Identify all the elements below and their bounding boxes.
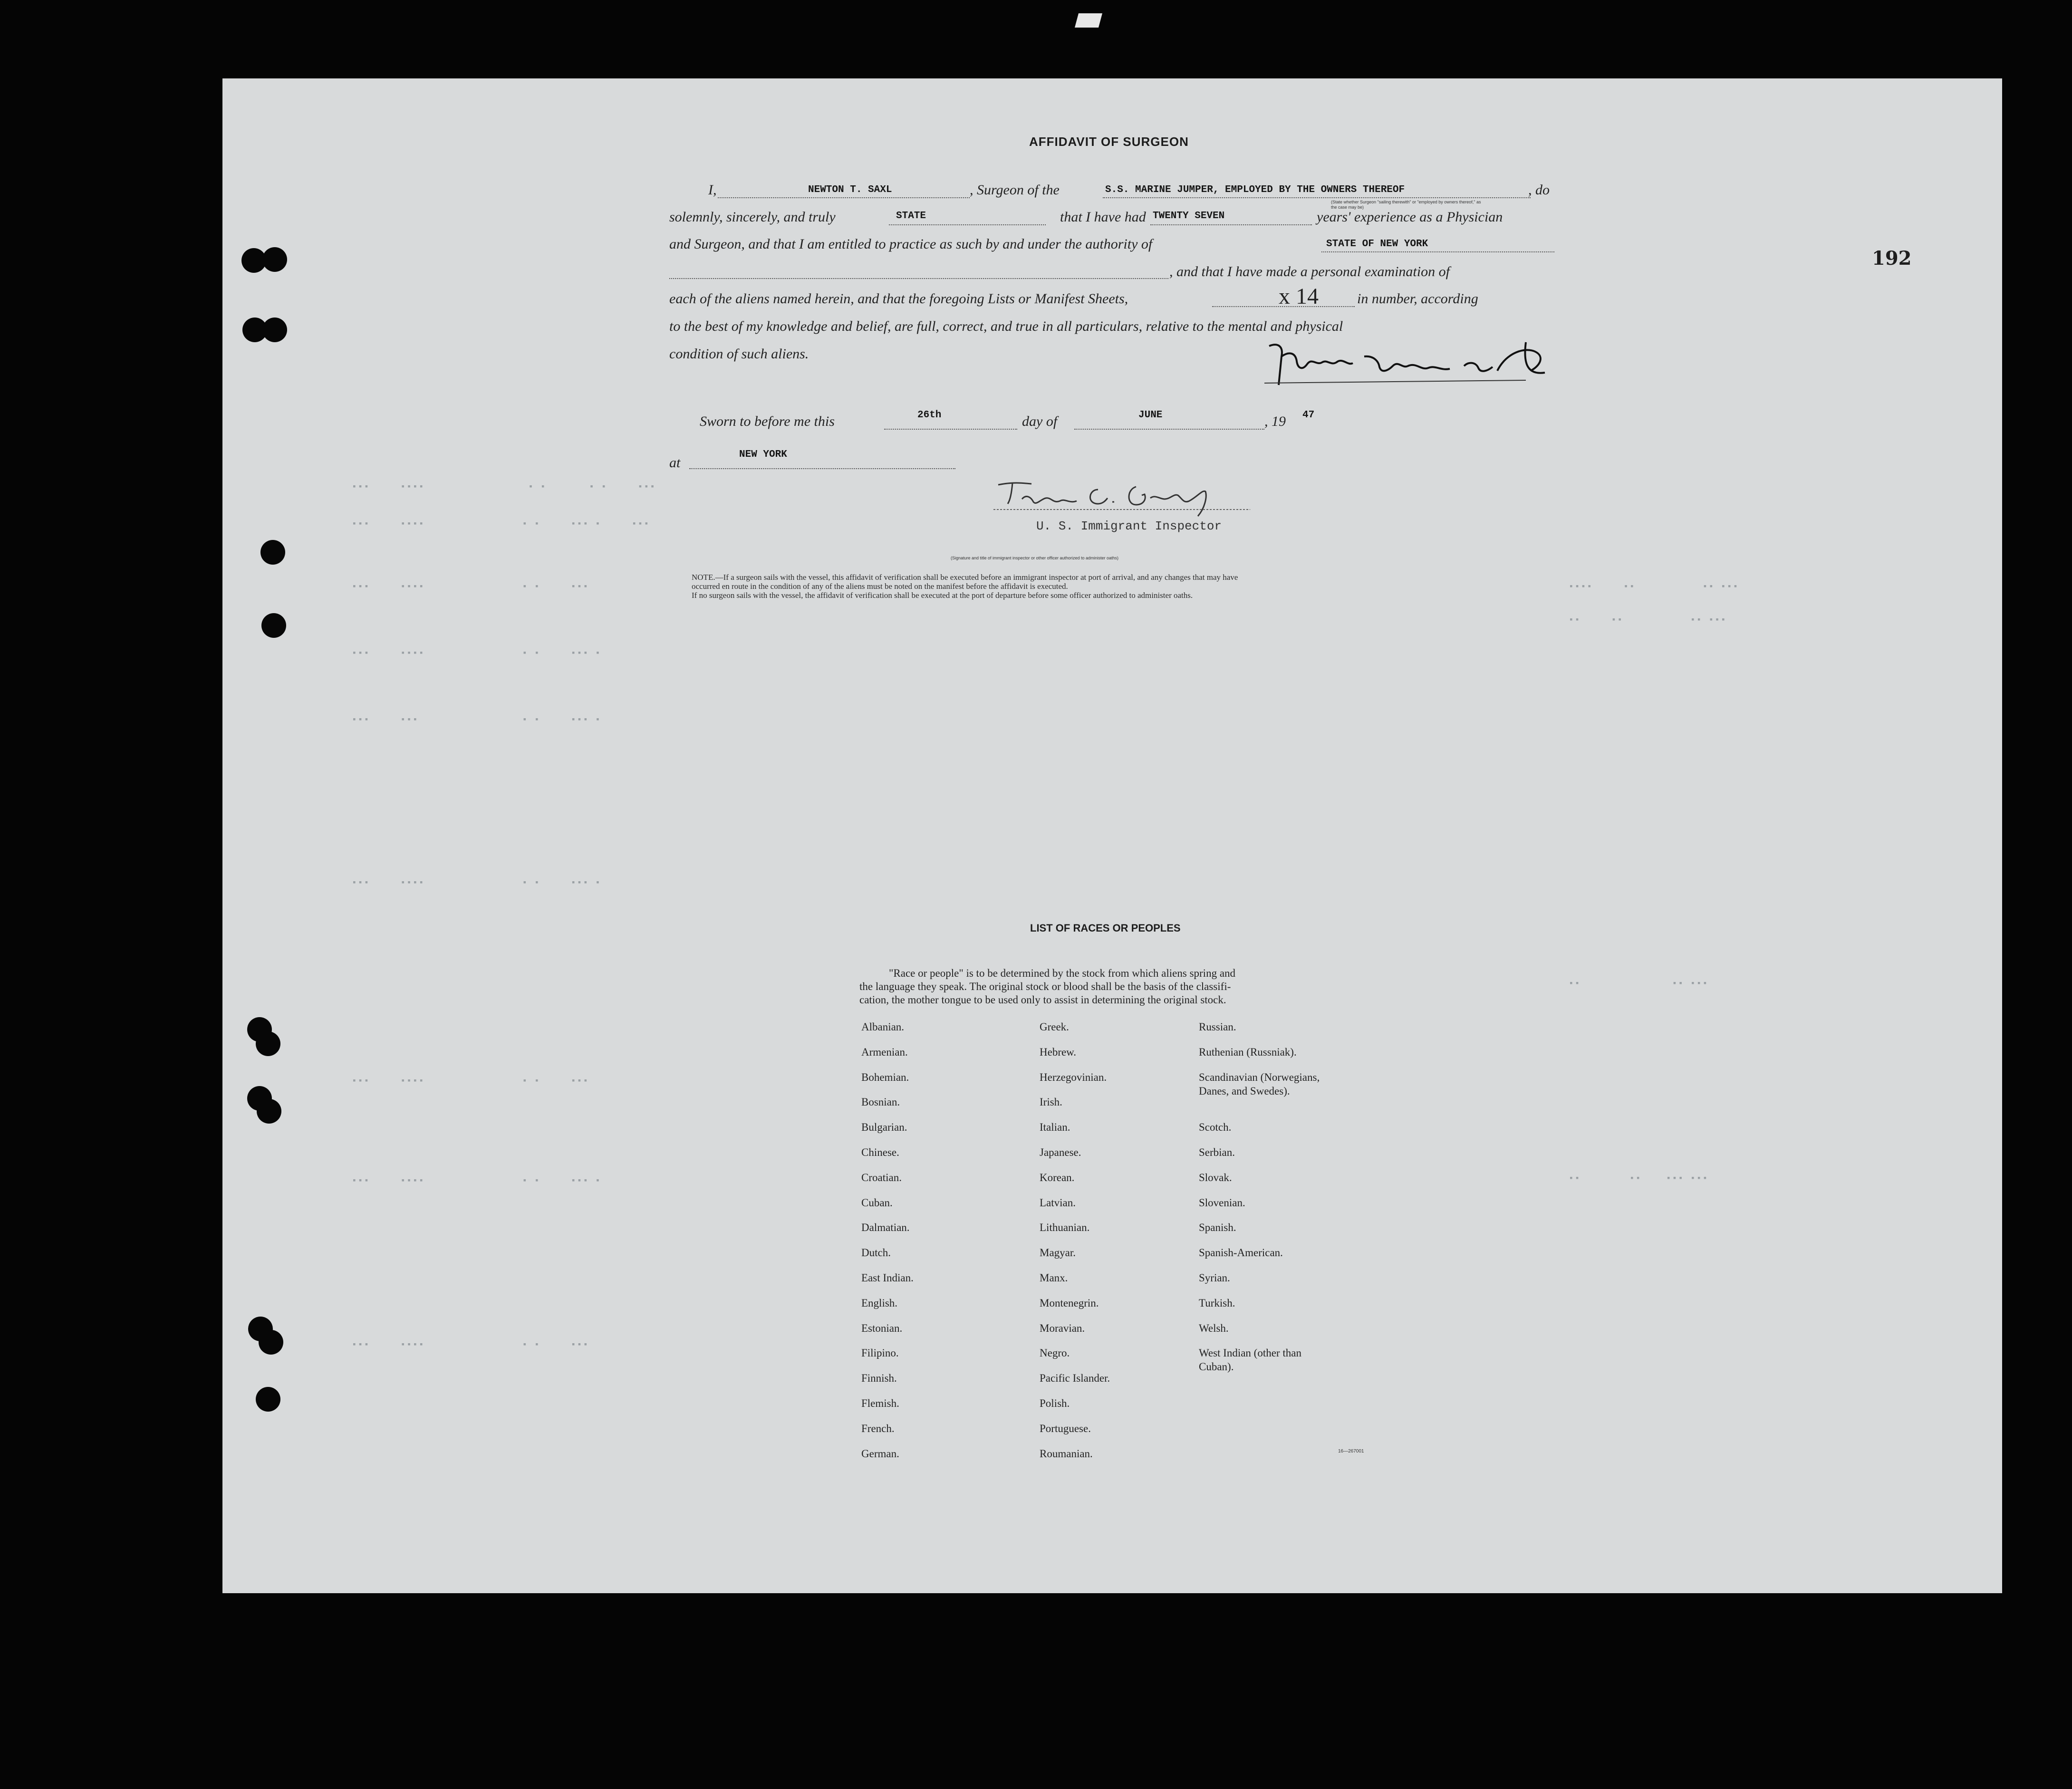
affidavit-text: in number, according [1357,291,1478,307]
race-item: Serbian. [1199,1146,1235,1158]
race-item: Manx. [1040,1272,1068,1284]
punch-hole [257,1099,281,1124]
affidavit-text: and Surgeon, and that I am entitled to practice as such by and under the authority of [669,236,1153,252]
race-item: Negro. [1040,1347,1070,1359]
race-item: Korean. [1040,1171,1075,1183]
year-prefix: , 19 [1264,414,1286,429]
race-item: Portuguese. [1040,1422,1091,1434]
races-intro: the language they speak. The original stock or blood shall be the basis of the classifi- [859,981,1231,992]
surgeon-signature [1260,333,1569,390]
fill-line [1103,197,1531,198]
races-intro: "Race or people" is to be determined by the stock from which aliens spring and [889,967,1236,979]
at-label: at [669,455,681,471]
fill-line [884,429,1017,430]
affidavit-text: condition of such aliens. [669,346,809,362]
race-item: Turkish. [1199,1297,1235,1309]
punch-hole [256,1387,280,1412]
race-item: Scotch. [1199,1121,1232,1134]
affidavit-text: I, [708,182,717,198]
race-item: Magyar. [1040,1247,1076,1259]
race-item: Hebrew. [1040,1046,1077,1058]
page-number: 192 [1872,247,1912,269]
race-item: Dalmatian. [861,1222,910,1234]
affidavit-text: to the best of my knowledge and belief, are full, correct, and true in all particulars, relative to the mental and physical [669,318,1343,334]
race-item: Ruthenian (Russniak). [1199,1046,1297,1058]
sheets-count: x 14 [1279,284,1319,309]
vessel-info: S.S. MARINE JUMPER, EMPLOYED BY THE OWNERS THEREOF [1105,184,1405,195]
punch-hole [260,540,285,565]
race-item: Roumanian. [1040,1447,1093,1460]
race-item: Italian. [1040,1121,1070,1134]
race-item: Syrian. [1199,1272,1230,1284]
inspector-signature [993,471,1260,518]
sworn-place: NEW YORK [739,449,787,460]
race-item: Cuban. [861,1196,893,1209]
fill-line [889,224,1046,225]
note-line: If no surgeon sails with the vessel, the affidavit of verification shall be executed at the port of departure before some officer authorized to administer oaths. [692,591,1193,600]
race-item: Greek. [1040,1021,1069,1033]
sworn-day: 26th [917,410,942,421]
affidavit-text: , and that I have made a personal examination of [1169,264,1450,279]
race-item: Flemish. [861,1397,899,1409]
race-item: Lithuanian. [1040,1222,1090,1234]
affidavit-text: that I have had [1060,209,1146,225]
affidavit-text: each of the aliens named herein, and that the foregoing Lists or Manifest Sheets, [669,291,1128,307]
punch-hole [259,1330,283,1355]
race-item: Welsh. [1199,1322,1229,1334]
note-line: occurred en route in the condition of any of the aliens must be noted on the manifest before the affidavit is executed. [692,582,1068,591]
affidavit-text: , do [1528,182,1550,198]
race-item: Armenian. [861,1046,908,1058]
race-item: Russian. [1199,1021,1236,1033]
declaration-word: STATE [896,211,926,221]
inspector-title: U. S. Immigrant Inspector [1036,519,1222,533]
authority: STATE OF NEW YORK [1326,239,1428,250]
race-item: Estonian. [861,1322,903,1334]
race-item: Finnish. [861,1372,897,1385]
fill-line [1321,251,1554,252]
race-item: Chinese. [861,1146,899,1158]
punch-hole [256,1031,280,1056]
fill-line [718,197,970,198]
punch-hole [262,247,287,272]
race-item: East Indian. [861,1272,914,1284]
sworn-label: Sworn to before me this [700,414,835,429]
race-item: Pacific Islander. [1040,1372,1110,1385]
race-item: Montenegrin. [1040,1297,1099,1309]
race-item: Dutch. [861,1247,891,1259]
races-title: LIST OF RACES OR PEOPLES [1030,922,1181,934]
race-item: Japanese. [1040,1146,1081,1158]
race-item: Polish. [1040,1397,1070,1409]
fill-line [689,468,955,469]
vessel-note: (State whether Surgeon "sailing therewith" or "employed by owners thereof," as the case may be) [1331,200,1481,210]
race-item: Herzegovinian. [1040,1071,1107,1083]
day-of-label: day of [1022,414,1058,429]
inspector-caption: (Signature and title of immigrant inspector or other officer authorized to administer oaths) [951,556,1119,560]
years-experience: TWENTY SEVEN [1153,211,1225,221]
affidavit-text: solemnly, sincerely, and truly [669,209,836,225]
race-item: Bohemian. [861,1071,909,1083]
race-item: Slovenian. [1199,1196,1245,1209]
sworn-year: 47 [1302,410,1315,421]
race-item: Bosnian. [861,1096,900,1108]
race-item: Moravian. [1040,1322,1085,1334]
fill-line [1150,224,1312,225]
affidavit-title: AFFIDAVIT OF SURGEON [1029,135,1189,149]
race-item: West Indian (other than [1199,1347,1301,1359]
film-mark [1075,13,1102,28]
affidavit-text: , Surgeon of the [970,182,1060,198]
fill-line [1074,429,1264,430]
affidavit-text: years' experience as a Physician [1317,209,1503,225]
race-item: Filipino. [861,1347,899,1359]
race-item: Latvian. [1040,1196,1076,1209]
race-item: Bulgarian. [861,1121,907,1134]
race-item: Danes, and Swedes). [1199,1085,1290,1097]
race-item: Spanish-American. [1199,1247,1283,1259]
fill-line [669,278,1168,279]
race-item: English. [861,1297,898,1309]
race-item: French. [861,1422,895,1434]
punch-hole [262,317,287,342]
race-item: Croatian. [861,1171,902,1183]
sworn-month: JUNE [1138,410,1163,421]
races-intro: cation, the mother tongue to be used only to assist in determining the original stock. [859,994,1226,1006]
surgeon-name: NEWTON T. SAXL [808,184,892,195]
form-code: 16—267001 [1338,1449,1364,1454]
race-item: German. [861,1447,899,1460]
race-item: Irish. [1040,1096,1062,1108]
punch-hole [261,613,286,638]
race-item: Slovak. [1199,1171,1232,1183]
race-item: Spanish. [1199,1222,1236,1234]
race-item: Albanian. [861,1021,905,1033]
race-item: Scandinavian (Norwegians, [1199,1071,1320,1083]
race-item: Cuban). [1199,1361,1234,1373]
note-line: NOTE.—If a surgeon sails with the vessel, this affidavit of verification shall be executed before an immigrant inspector at port of arrival, and any changes that may have [692,573,1238,582]
